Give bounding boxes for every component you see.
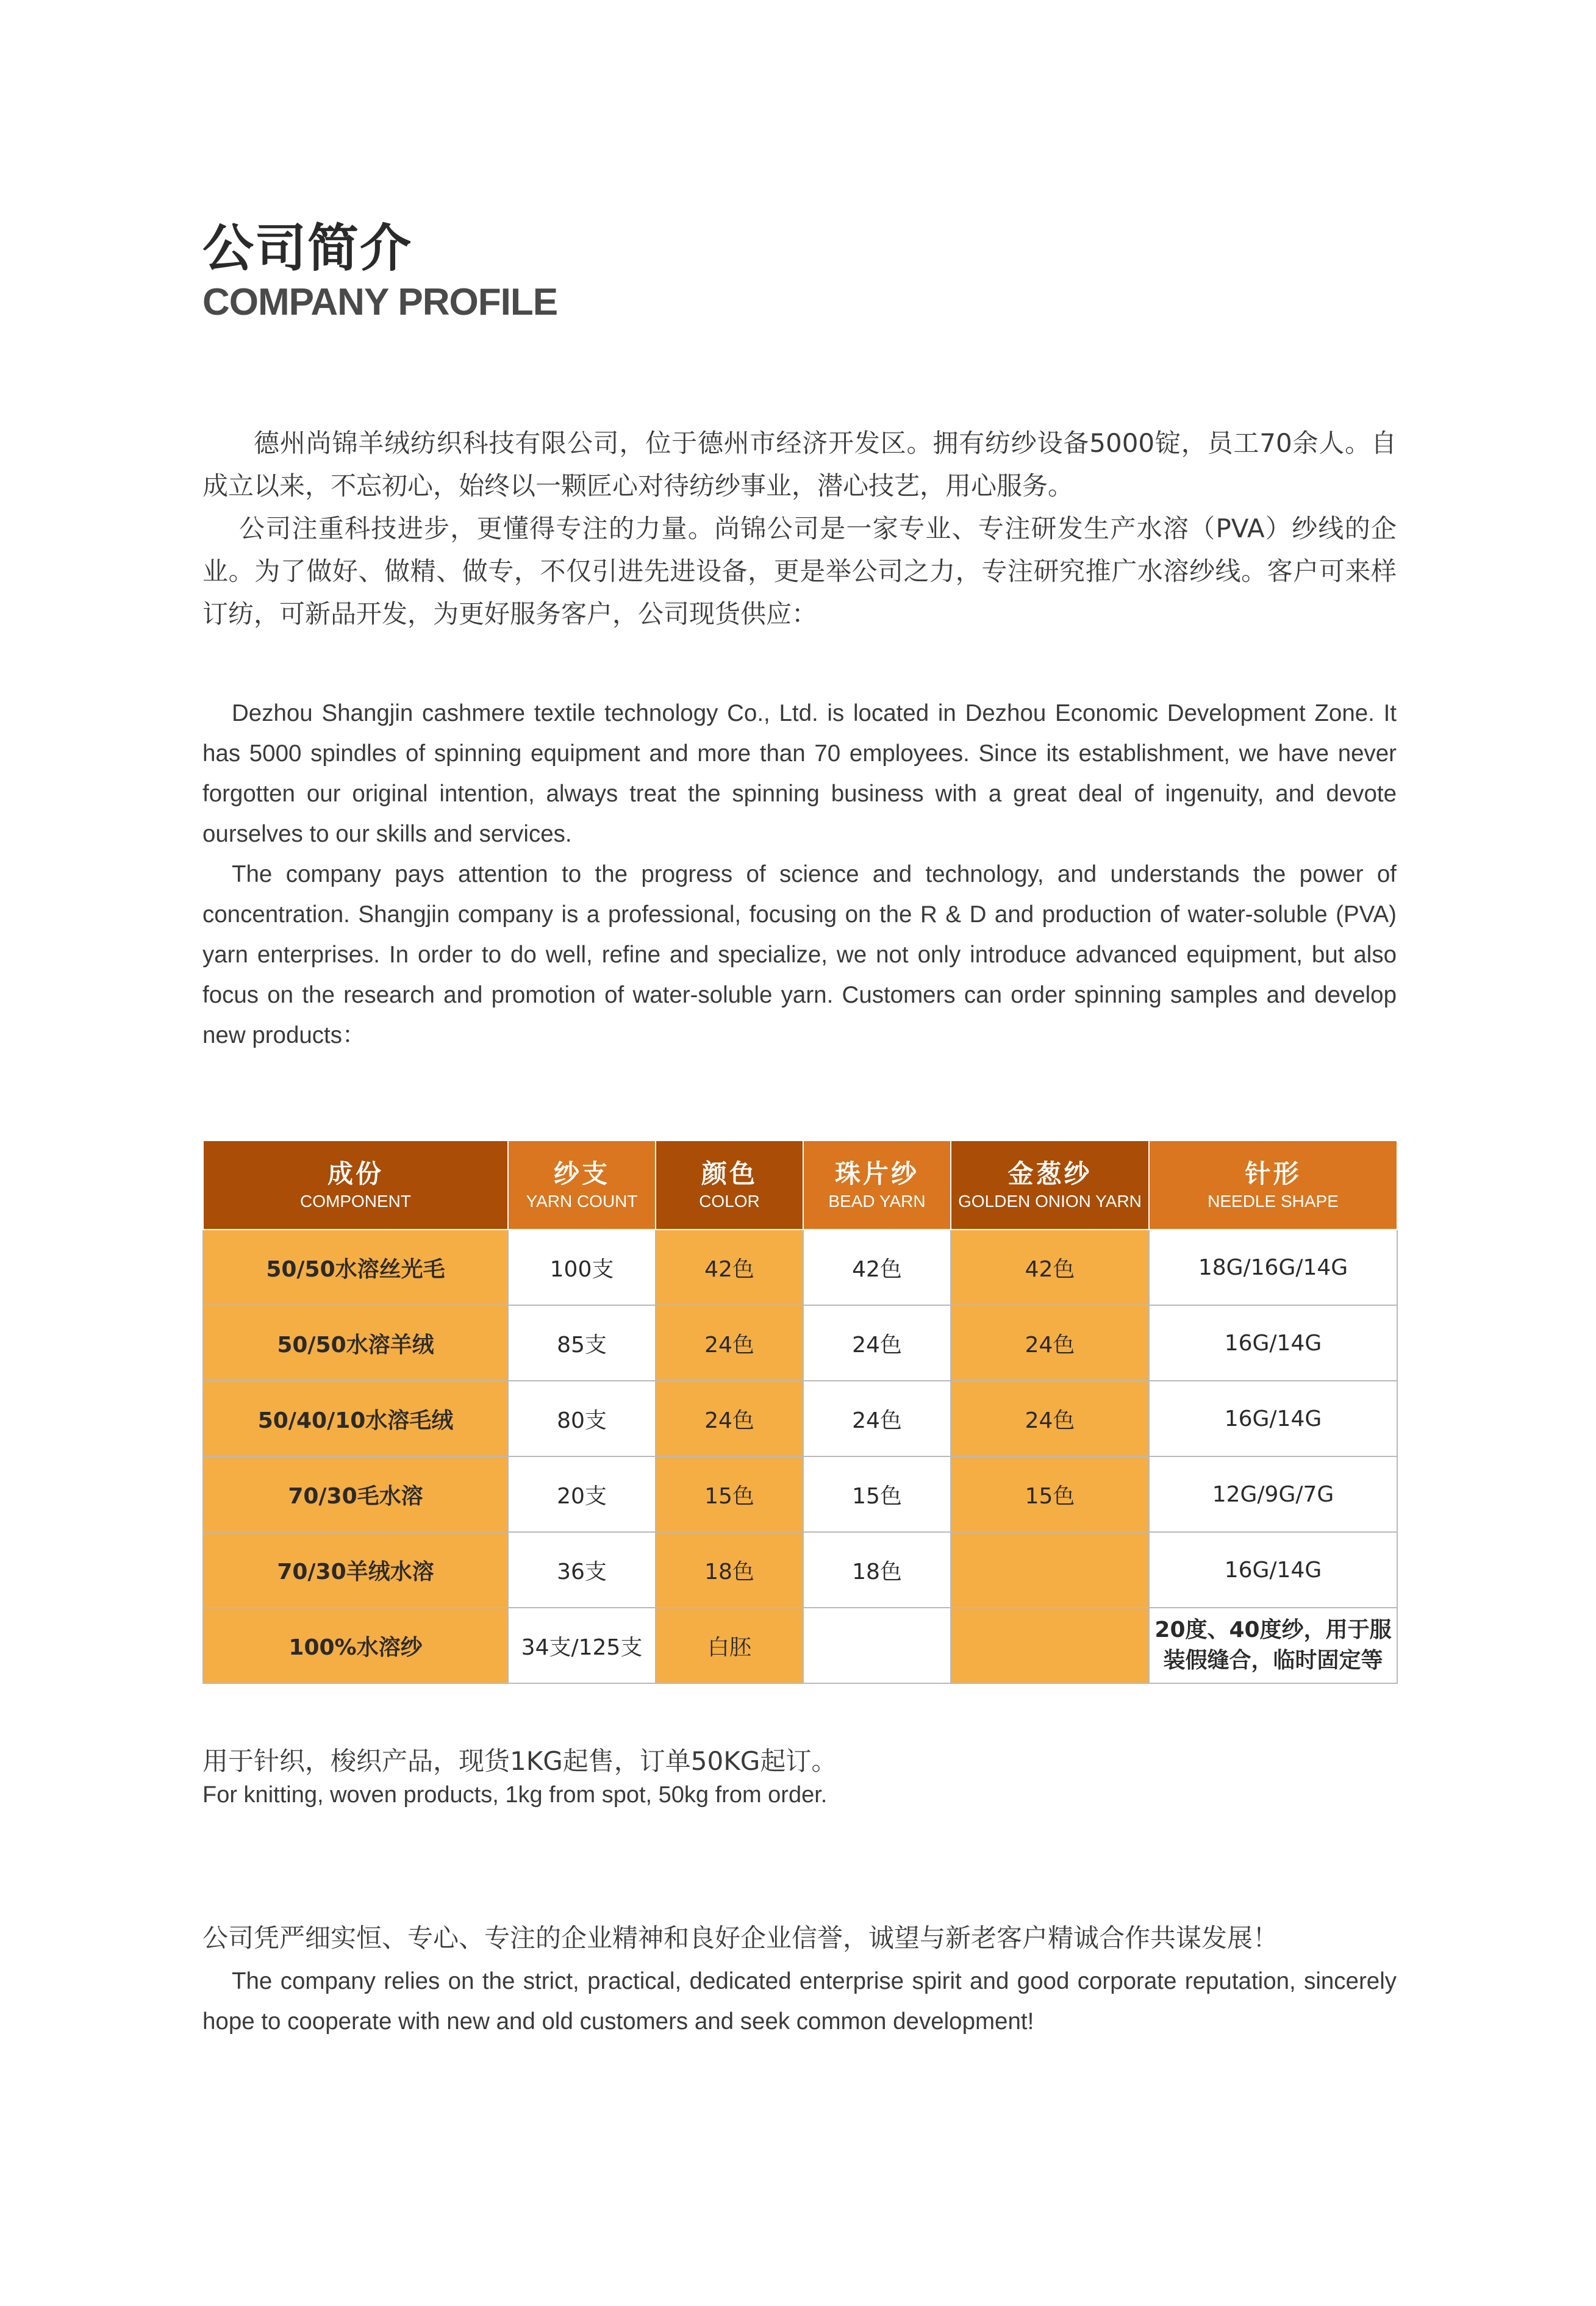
cell-golden-onion-yarn: 24色	[951, 1381, 1149, 1456]
cell-yarn-count: 80支	[508, 1381, 656, 1456]
cell-needle-shape: 16G/14G	[1149, 1532, 1397, 1608]
cell-color: 18色	[656, 1532, 803, 1608]
intro-en-paragraph-2: The company pays attention to the progress of science and technology, and understands the power of concentration. Shangjin company is a professional, focusing on the R & D and production of water-soluble (PVA) yarn enterprises. In order to do well, refine and specialize, we not only introduce advanced equipment, but also focus on the research and promotion of water-soluble yarn. Customers can order spinning samples and develop new products：	[202, 861, 1397, 1048]
cell-component: 70/30毛水溶	[203, 1456, 508, 1532]
closing-statement-cn: 公司凭严细实恒、专心、专注的企业精神和良好企业信誉，诚望与新老客户精诚合作共谋发展！	[202, 1923, 1279, 1953]
cell-color: 42色	[656, 1230, 803, 1305]
cell-yarn-count: 100支	[508, 1230, 656, 1305]
cell-yarn-count: 85支	[508, 1305, 656, 1381]
cell-golden-onion-yarn	[951, 1532, 1149, 1608]
cell-golden-onion-yarn	[951, 1608, 1149, 1683]
cell-bead-yarn: 24色	[803, 1381, 951, 1456]
product-spec-table	[202, 1140, 1398, 1684]
table-row	[203, 1608, 1397, 1683]
cell-needle-shape: 16G/14G	[1149, 1305, 1397, 1381]
header-golden-onion-yarn: 金葱纱 GOLDEN ONION YARN	[951, 1140, 1149, 1230]
cell-bead-yarn: 15色	[803, 1456, 951, 1532]
usage-note-cn: 用于针织，梭织产品，现货1KG起售，订单50KG起订。	[202, 1746, 837, 1776]
cell-golden-onion-yarn: 15色	[951, 1456, 1149, 1532]
cell-bead-yarn: 18色	[803, 1532, 951, 1608]
cell-needle-shape: 18G/16G/14G	[1149, 1230, 1397, 1305]
cell-component: 50/50水溶羊绒	[203, 1305, 508, 1381]
cell-needle-shape: 12G/9G/7G	[1149, 1456, 1397, 1532]
cell-component: 100%水溶纱	[203, 1608, 508, 1683]
page-title: 公司简介	[202, 218, 413, 278]
table-row	[203, 1381, 1397, 1456]
page-subtitle: COMPANY PROFILE	[202, 281, 558, 323]
table-row	[203, 1230, 1397, 1305]
cell-component: 70/30羊绒水溶	[203, 1532, 508, 1608]
cell-yarn-count: 34支/125支	[508, 1608, 656, 1683]
cell-component: 50/50水溶丝光毛	[203, 1230, 508, 1305]
table-row	[203, 1305, 1397, 1381]
cell-yarn-count: 20支	[508, 1456, 656, 1532]
cell-color: 白胚	[656, 1608, 803, 1683]
cell-needle-shape: 16G/14G	[1149, 1381, 1397, 1456]
header-bead-yarn: 珠片纱 BEAD YARN	[803, 1140, 951, 1230]
cell-bead-yarn	[803, 1608, 951, 1683]
cell-golden-onion-yarn: 42色	[951, 1230, 1149, 1305]
cell-golden-onion-yarn: 24色	[951, 1305, 1149, 1381]
closing-statement-en: The company relies on the strict, practical, dedicated enterprise spirit and good corporate reputation, sincerely hope to cooperate with new and old customers and seek common development!	[202, 1968, 1397, 2035]
header-component: 成份 COMPONENT	[203, 1140, 508, 1230]
cell-color: 24色	[656, 1305, 803, 1381]
header-yarn-count: 纱支 YARN COUNT	[508, 1140, 656, 1230]
table-header-row	[203, 1140, 1397, 1230]
cell-component: 50/40/10水溶毛绒	[203, 1381, 508, 1456]
cell-bead-yarn: 42色	[803, 1230, 951, 1305]
cell-yarn-count: 36支	[508, 1532, 656, 1608]
intro-cn-paragraph-2: 公司注重科技进步，更懂得专注的力量。尚锦公司是一家专业、专注研发生产水溶（PVA）纱线的企业。为了做好、做精、做专，不仅引进先进设备，更是举公司之力，专注研究推广水溶纱线。客户可来样订纺，可新品开发，为更好服务客户，公司现货供应：	[202, 514, 1397, 629]
cell-color: 15色	[656, 1456, 803, 1532]
cell-color: 24色	[656, 1381, 803, 1456]
header-needle-shape: 针形 NEEDLE SHAPE	[1149, 1140, 1397, 1230]
header-color: 颜色 COLOR	[656, 1140, 803, 1230]
table-row	[203, 1532, 1397, 1608]
intro-en-paragraph-1: Dezhou Shangjin cashmere textile technology Co., Ltd. is located in Dezhou Economic Development Zone. It has 5000 spindles of spinning equipment and more than 70 employees. Since its establishment, we have never forgotten our original intention, always treat the spinning business with a great deal of ingenuity, and devote ourselves to our skills and services.	[202, 700, 1397, 847]
cell-needle-shape: 20度、40度纱，用于服装假缝合，临时固定等	[1149, 1608, 1397, 1683]
usage-note-en: For knitting, woven products, 1kg from spot, 50kg from order.	[202, 1782, 828, 1808]
intro-cn-paragraph-1: 德州尚锦羊绒纺织科技有限公司，位于德州市经济开发区。拥有纺纱设备5000锭，员工70余人。自成立以来，不忘初心，始终以一颗匠心对待纺纱事业，潜心技艺，用心服务。	[202, 428, 1397, 501]
cell-bead-yarn: 24色	[803, 1305, 951, 1381]
table-row	[203, 1456, 1397, 1532]
